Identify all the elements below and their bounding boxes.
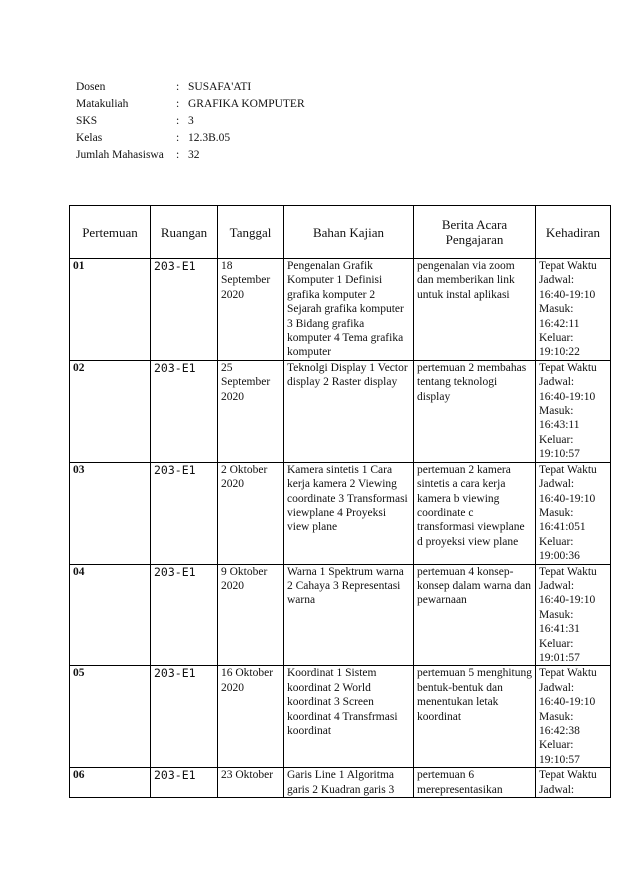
- info-colon: :: [176, 132, 180, 144]
- cell-kehadiran: Tepat Waktu Jadwal:: [536, 768, 611, 798]
- cell-ruangan: 203-E1: [151, 768, 218, 798]
- table-row: [70, 666, 611, 768]
- cell-pertemuan: 05: [70, 666, 151, 768]
- cell-tanggal: 25 September 2020: [218, 360, 284, 462]
- cell-tanggal: 16 Oktober 2020: [218, 666, 284, 768]
- info-row-kelas: [76, 130, 305, 147]
- table-row: [70, 564, 611, 666]
- info-label: Kelas: [76, 132, 103, 144]
- cell-berita-acara: pengenalan via zoom dan memberikan link untuk instal aplikasi: [414, 259, 536, 361]
- cell-berita-acara: pertemuan 2 membahas tentang teknologi display: [414, 360, 536, 462]
- cell-ruangan: 203-E1: [151, 564, 218, 666]
- cell-ruangan: 203-E1: [151, 666, 218, 768]
- header-tanggal: Tanggal: [218, 206, 284, 259]
- info-value: GRAFIKA KOMPUTER: [188, 98, 305, 110]
- cell-tanggal: 2 Oktober 2020: [218, 462, 284, 564]
- cell-bahan-kajian: Koordinat 1 Sistem koordinat 2 World koordinat 3 Screen koordinat 4 Transfrmasi koordinat: [284, 666, 414, 768]
- cell-bahan-kajian: Garis Line 1 Algoritma garis 2 Kuadran garis 3: [284, 768, 414, 798]
- info-row-jumlah-mahasiswa: [76, 147, 305, 164]
- info-row-matakuliah: [76, 96, 305, 113]
- table-row: [70, 768, 611, 798]
- header-ruangan: Ruangan: [151, 206, 218, 259]
- table-row: [70, 360, 611, 462]
- cell-tanggal: 18 September 2020: [218, 259, 284, 361]
- cell-kehadiran: Tepat Waktu Jadwal: 16:40-19:10 Masuk: 16:42:38 Keluar: 19:10:57: [536, 666, 611, 768]
- cell-berita-acara: pertemuan 5 menghitung bentuk-bentuk dan menentukan letak koordinat: [414, 666, 536, 768]
- header-kehadiran: Kehadiran: [536, 206, 611, 259]
- cell-ruangan: 203-E1: [151, 462, 218, 564]
- info-value: 3: [188, 115, 194, 127]
- cell-pertemuan: 04: [70, 564, 151, 666]
- info-value: 32: [188, 149, 200, 161]
- cell-pertemuan: 01: [70, 259, 151, 361]
- cell-ruangan: 203-E1: [151, 259, 218, 361]
- info-colon: :: [176, 115, 180, 127]
- header-pertemuan: Pertemuan: [70, 206, 151, 259]
- info-label: Matakuliah: [76, 98, 129, 110]
- info-label: SKS: [76, 115, 98, 127]
- course-info: [76, 79, 305, 164]
- info-label: Dosen: [76, 81, 106, 93]
- schedule-table: [69, 205, 611, 798]
- cell-bahan-kajian: Warna 1 Spektrum warna 2 Cahaya 3 Representasi warna: [284, 564, 414, 666]
- cell-berita-acara: pertemuan 4 konsep-konsep dalam warna dan pewarnaan: [414, 564, 536, 666]
- info-colon: :: [176, 81, 180, 93]
- cell-bahan-kajian: Pengenalan Grafik Komputer 1 Definisi grafika komputer 2 Sejarah grafika komputer 3 Bidang grafika komputer 4 Tema grafika komputer: [284, 259, 414, 361]
- info-colon: :: [176, 149, 180, 161]
- cell-kehadiran: Tepat Waktu Jadwal: 16:40-19:10 Masuk: 16:41:31 Keluar: 19:01:57: [536, 564, 611, 666]
- info-label: Jumlah Mahasiswa: [76, 149, 164, 161]
- header-bahan-kajian: Bahan Kajian: [284, 206, 414, 259]
- cell-pertemuan: 06: [70, 768, 151, 798]
- info-value: 12.3B.05: [188, 132, 231, 144]
- cell-pertemuan: 03: [70, 462, 151, 564]
- cell-kehadiran: Tepat Waktu Jadwal: 16:40-19:10 Masuk: 16:42:11 Keluar: 19:10:22: [536, 259, 611, 361]
- cell-tanggal: 9 Oktober 2020: [218, 564, 284, 666]
- info-colon: :: [176, 98, 180, 110]
- cell-tanggal: 23 Oktober: [218, 768, 284, 798]
- cell-berita-acara: pertemuan 2 kamera sintetis a cara kerja kamera b viewing coordinate c transformasi viewplane d proyeksi view plane: [414, 462, 536, 564]
- cell-berita-acara: pertemuan 6 merepresentasikan: [414, 768, 536, 798]
- cell-ruangan: 203-E1: [151, 360, 218, 462]
- cell-bahan-kajian: Kamera sintetis 1 Cara kerja kamera 2 Viewing coordinate 3 Transformasi viewplane 4 Proyeksi view plane: [284, 462, 414, 564]
- table-header-row: [70, 206, 611, 259]
- table-row: [70, 462, 611, 564]
- header-berita-acara: Berita Acara Pengajaran: [414, 206, 536, 259]
- info-row-dosen: [76, 79, 305, 96]
- cell-kehadiran: Tepat Waktu Jadwal: 16:40-19:10 Masuk: 16:41:051 Keluar: 19:00:36: [536, 462, 611, 564]
- cell-kehadiran: Tepat Waktu Jadwal: 16:40-19:10 Masuk: 16:43:11 Keluar: 19:10:57: [536, 360, 611, 462]
- cell-pertemuan: 02: [70, 360, 151, 462]
- cell-bahan-kajian: Teknolgi Display 1 Vector display 2 Raster display: [284, 360, 414, 462]
- info-value: SUSAFA'ATI: [188, 81, 252, 93]
- info-row-sks: [76, 113, 305, 130]
- table-row: [70, 259, 611, 361]
